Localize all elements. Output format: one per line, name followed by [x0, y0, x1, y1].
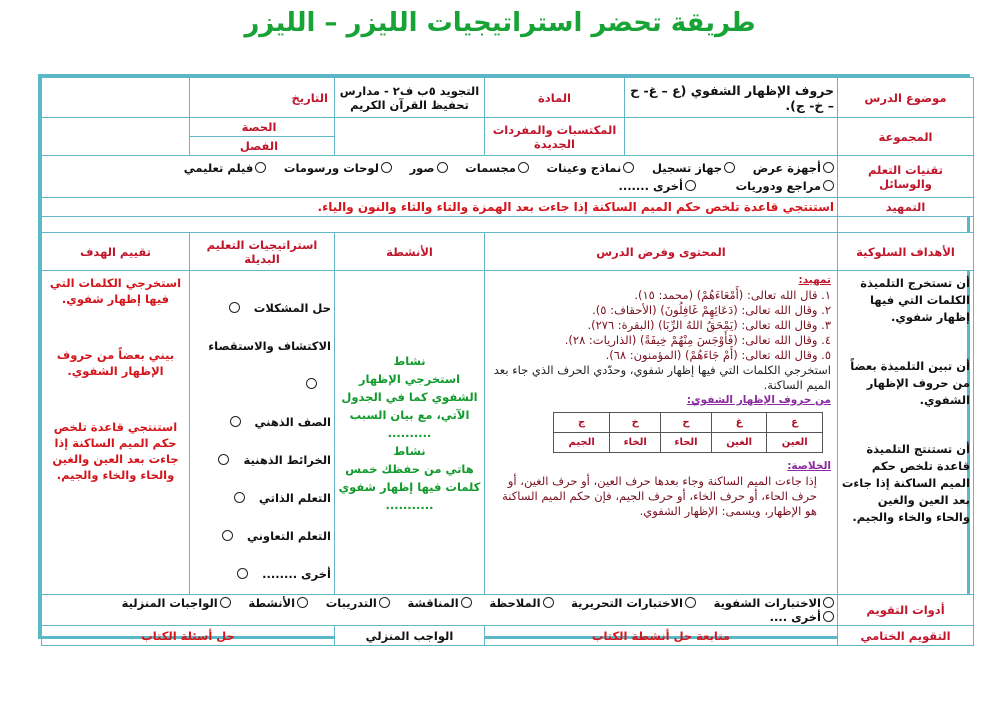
content-instruction: استخرجي الكلمات التي فيها إظهار شفوي، وحدّدي الحرف الذي جاء بعد الميم الساكنة. — [493, 363, 831, 392]
activity-2-title: نشاط — [393, 443, 426, 458]
eval-option[interactable]: الملاحظة — [489, 596, 553, 610]
radio-circle-icon — [543, 597, 554, 608]
radio-circle-icon — [823, 162, 834, 173]
subject-label: المادة — [485, 78, 625, 118]
col-activities-header: الأنشطة — [335, 233, 485, 271]
intro-text: استنتجي قاعدة تلخص حكم الميم الساكنة إذا جاءت بعد الهمزة والتاء والثاء والنون والياء. — [42, 198, 838, 217]
vocab-value — [335, 118, 485, 156]
radio-circle-icon — [220, 597, 231, 608]
summary-text: إذا جاءت الميم الساكنة وجاء بعدها حرف العين، أو حرف الغين، أو حرف الحاء، أو حرف الخاء، أو حرف الجيم، فإن حكم الميم الساكنة هو الإظهار، ويسمى: الإظهار الشفوي. — [502, 474, 817, 518]
verse-item: ٢. وقال الله تعالى: (دَعَائِهِمْ غَافِلُونَ) (الأحقاف: ٥). — [592, 303, 831, 317]
tech-option[interactable]: جهاز تسجيل — [652, 159, 735, 177]
eval-option[interactable]: الاختبارات التحريرية — [571, 596, 696, 610]
radio-circle-icon — [230, 416, 241, 427]
tech-options — [42, 156, 838, 198]
activity-dots: ........... — [385, 497, 434, 512]
verse-item: ٤. وقال الله تعالى: (فَأَوْجَسَ مِنْهُمْ خِيفَةً) (الذاريات: ٢٨). — [564, 333, 831, 347]
eval-option[interactable]: أخرى .... — [770, 610, 834, 624]
activity-2-text: هاتي من حفظك خمس كلمات فيها إظهار شفوي — [338, 461, 481, 494]
eval-option[interactable]: المناقشة — [407, 596, 471, 610]
assessment-item: استنتجي قاعدة تلخص حكم الميم الساكنة إذا جاءت بعد العين والغين والحاء والخاء والجيم. — [52, 420, 179, 482]
letter-cell: ج — [554, 413, 610, 433]
tech-option[interactable]: مراجع ودوريات — [736, 177, 834, 195]
eval-option[interactable]: الأنشطة — [248, 596, 308, 610]
tech-label: تقنيات التعلم والوسائل — [838, 156, 974, 198]
col-assessment-header: تقييم الهدف — [42, 233, 190, 271]
spacer-cell — [42, 217, 838, 233]
homework-label: الواجب المنزلي — [335, 626, 485, 646]
assessment-item: استخرجي الكلمات التي فيها إظهار شفوي. — [49, 276, 182, 306]
tech-option[interactable]: صور — [410, 159, 448, 177]
tech-row-2 — [45, 177, 834, 195]
tech-option[interactable]: أخرى ....... — [618, 177, 696, 195]
letter-cell: خ — [610, 413, 661, 433]
period-value — [42, 118, 190, 156]
radio-circle-icon — [222, 530, 233, 541]
radio-circle-icon — [229, 302, 240, 313]
letter-cell: غ — [711, 413, 767, 433]
radio-circle-icon — [461, 597, 472, 608]
radio-circle-icon — [823, 597, 834, 608]
radio-circle-icon — [823, 180, 834, 191]
lesson-plan-table — [41, 77, 974, 646]
verse-item: ٥. وقال الله تعالى: (أَمْ جَاءَهُمْ) (المؤمنون: ٦٨). — [605, 348, 831, 362]
radio-circle-icon — [437, 162, 448, 173]
objective-item: أن تبين التلميذة بعضاً من حروف الإظهار الشفوي. — [850, 359, 970, 407]
lesson-plan-sheet — [38, 74, 970, 643]
activity-1-title: نشاط — [393, 353, 426, 368]
eval-option[interactable]: التدريبات — [326, 596, 390, 610]
letter-name-cell: الجيم — [554, 433, 610, 453]
page-title: طريقة تحضر استراتيجيات الليزر – الليزر — [244, 8, 756, 38]
letters-table — [553, 412, 823, 453]
radio-circle-icon — [306, 378, 317, 389]
letters-heading: من حروف الإظهار الشفوي: — [686, 394, 831, 406]
strategy-option[interactable]: الاكتشاف والاستقصاء — [193, 327, 331, 403]
strategy-option[interactable]: أخرى ........ — [193, 555, 331, 593]
spacer-cell — [838, 217, 974, 233]
period-class-cell — [190, 118, 335, 156]
radio-circle-icon — [685, 597, 696, 608]
radio-circle-icon — [234, 492, 245, 503]
content-intro-heading: تمهيد: — [798, 274, 831, 286]
col-objectives-header: الأهداف السلوكية — [838, 233, 974, 271]
tech-option[interactable]: مجسمات — [465, 159, 529, 177]
radio-circle-icon — [381, 162, 392, 173]
eval-option[interactable]: الاختبارات الشفوية — [714, 596, 834, 610]
objectives-cell — [838, 271, 974, 595]
homework-value: حل أسئلة الكتاب — [42, 626, 335, 646]
assessment-item: بيني بعضاً من حروف الإظهار الشفوي. — [56, 348, 175, 378]
objective-item: أن تستنتج التلميذة قاعدة تلخص حكم الميم الساكنة إذا جاءت بعد العين والغين والحاء والخاء والجيم. — [841, 442, 970, 524]
activity-1-text: استخرجي الإظهار الشفوي كما في الجدول الآتي، مع بيان السبب — [341, 371, 478, 422]
eval-option[interactable]: الواجبات المنزلية — [122, 596, 231, 610]
period-label: الحصة — [190, 118, 334, 137]
radio-circle-icon — [724, 162, 735, 173]
assessment-cell — [42, 271, 190, 595]
topic-value: حروف الإظهار الشفوي (ع – غ- ح – خ- ج). — [625, 78, 838, 118]
letter-name-cell: العين — [767, 433, 823, 453]
subject-value: التجويد ٥ب ف٢ - مدارس تحفيظ القرآن الكريم — [335, 78, 485, 118]
activity-dots: .......... — [387, 425, 432, 440]
col-strategies-header: استراتيجيات التعليم البديلة — [190, 233, 335, 271]
class-label: الفصل — [239, 139, 279, 153]
eval-tools-label: أدوات التقويم — [838, 595, 974, 626]
tech-option[interactable]: فيلم تعليمي — [184, 159, 266, 177]
verse-item: ٣. وقال الله تعالى: (يَمْحَقُ اللهُ الرِّبَا) (البقرة: ٢٧٦). — [587, 318, 831, 332]
radio-circle-icon — [379, 597, 390, 608]
verse-item: ١. قال الله تعالى: (أَمْعَاءَهُمْ) (محمد: ١٥). — [634, 288, 831, 302]
summary-heading: الخلاصة: — [787, 460, 831, 472]
letter-name-cell: الغين — [711, 433, 767, 453]
tech-option[interactable]: أجهزة عرض — [753, 159, 834, 177]
group-label: المجموعة — [838, 118, 974, 156]
letter-name-cell: الخاء — [610, 433, 661, 453]
radio-circle-icon — [237, 568, 248, 579]
radio-circle-icon — [255, 162, 266, 173]
vocab-label: المكتسبات والمفردات الجديدة — [485, 118, 625, 156]
radio-circle-icon — [685, 180, 696, 191]
radio-circle-icon — [623, 162, 634, 173]
radio-circle-icon — [218, 454, 229, 465]
date-value — [42, 78, 190, 118]
topic-label: موضوع الدرس — [838, 78, 974, 118]
tech-option[interactable]: لوحات ورسومات — [284, 159, 392, 177]
tech-row-1 — [45, 159, 834, 177]
letter-cell: ع — [767, 413, 823, 433]
eval-tools-options — [42, 595, 838, 626]
strategy-option[interactable]: التعلم التعاوني — [193, 517, 331, 555]
final-eval-label: التقويم الختامي — [838, 626, 974, 646]
strategy-option[interactable]: الصف الذهني — [193, 403, 331, 441]
strategy-option[interactable]: حل المشكلات — [193, 289, 331, 327]
final-eval-value: متابعة حل أنشطة الكتاب — [485, 626, 838, 646]
strategies-cell — [190, 271, 335, 595]
letter-name-cell: الحاء — [661, 433, 712, 453]
radio-circle-icon — [518, 162, 529, 173]
strategy-option[interactable]: الخرائط الذهنية — [193, 441, 331, 479]
letter-cell: ح — [661, 413, 712, 433]
group-value — [625, 118, 838, 156]
col-content-header: المحتوى وفرض الدرس — [485, 233, 838, 271]
radio-circle-icon — [297, 597, 308, 608]
activities-cell — [335, 271, 485, 595]
strategy-option[interactable]: التعلم الذاتي — [193, 479, 331, 517]
content-cell — [485, 271, 838, 595]
intro-label: التمهيد — [838, 198, 974, 217]
radio-circle-icon — [823, 611, 834, 622]
objective-item: أن تستخرج التلميذة الكلمات التي فيها إظهار شفوي. — [860, 276, 970, 324]
tech-option[interactable]: نماذج وعينات — [547, 159, 635, 177]
date-label: التاريخ — [190, 78, 335, 118]
